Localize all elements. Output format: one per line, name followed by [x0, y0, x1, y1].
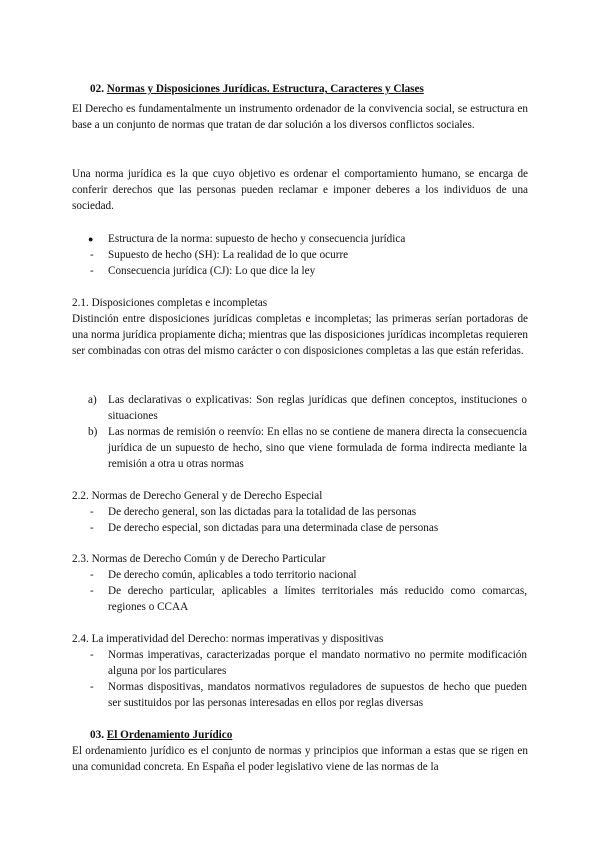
- section-02-title: Normas y Disposiciones Jurídicas. Estructura, Caracteres y Clases: [106, 83, 424, 95]
- list-item: De derecho general, son las dictadas para la totalidad de las personas: [108, 506, 417, 518]
- dash-marker: -: [90, 522, 94, 534]
- section-2-4-heading: 2.4. La imperatividad del Derecho: normas imperativas y dispositivas: [72, 633, 384, 645]
- bullet-dot-icon: ●: [88, 234, 94, 244]
- dash-marker: -: [90, 569, 94, 581]
- dash-marker: -: [90, 265, 94, 277]
- dash-marker: -: [90, 585, 94, 597]
- list-item: Las declarativas o explicativas: Son reglas jurídicas que definen conceptos, instituciones o situaciones: [108, 394, 527, 423]
- section-03-title: El Ordenamiento Jurídico: [106, 729, 233, 741]
- section-03-heading: [90, 727, 232, 743]
- list-item: Normas imperativas, caracterizadas porque el mandato normativo no permite modificación alguna por los particulares: [108, 649, 527, 678]
- list-item: De derecho común, aplicables a todo territorio nacional: [108, 569, 357, 581]
- section-02-paragraph-2: Una norma jurídica es la que cuyo objetivo es ordenar el comportamiento humano, se encarga de conferir derechos que las personas pueden reclamar e imponer deberes a los individuos de una sociedad.: [72, 168, 528, 213]
- list-item: Estructura de la norma: supuesto de hecho y consecuencia jurídica: [108, 233, 406, 245]
- dash-marker: -: [90, 506, 94, 518]
- section-2-1-heading: 2.1. Disposiciones completas e incompletas: [72, 297, 268, 309]
- list-item: Normas dispositivas, mandatos normativos reguladores de supuestos de hecho que pueden ser sustituidos por las personas interesadas en ellos por reglas diversas: [108, 681, 527, 710]
- section-02-heading: [90, 81, 424, 97]
- list-marker: b): [88, 426, 98, 438]
- dash-marker: -: [90, 681, 94, 693]
- section-2-3-heading: 2.3. Normas de Derecho Común y de Derecho Particular: [72, 553, 326, 565]
- dash-marker: -: [90, 649, 94, 661]
- section-2-2-heading: 2.2. Normas de Derecho General y de Derecho Especial: [72, 490, 323, 502]
- list-marker: a): [88, 394, 97, 406]
- list-item: De derecho particular, aplicables a límites territoriales más reducido como comarcas, regiones o CCAA: [108, 585, 527, 614]
- section-02-number: 02.: [90, 83, 104, 95]
- section-03-number: 03.: [90, 729, 104, 741]
- section-02-paragraph-1: El Derecho es fundamentalmente un instrumento ordenador de la convivencia social, se estructura en base a un conjunto de normas que tratan de dar solución a los diversos conflictos sociales.: [72, 103, 528, 132]
- section-2-1-body: Distinción entre disposiciones jurídicas completas e incompletas; las primeras serían portadoras de una norma jurídica propiamente dicha; mientras que las disposiciones jurídicas incompletas requieren ser combinadas con otras del mismo carácter o con disposiciones completas a las que están referidas.: [72, 313, 528, 358]
- list-item: Las normas de remisión o reenvío: En ellas no se contiene de manera directa la consecuencia jurídica de un supuesto de hecho, sino que viene formulada de forma indirecta mediante la remisión a otra u otras normas: [108, 426, 527, 471]
- section-03-body: El ordenamiento jurídico es el conjunto de normas y principios que informan a estas que se rigen en una comunidad concreta. En España el poder legislativo viene de las normas de la: [72, 745, 528, 774]
- list-item: Supuesto de hecho (SH): La realidad de lo que ocurre: [108, 249, 349, 261]
- list-item: Consecuencia jurídica (CJ): Lo que dice la ley: [108, 265, 316, 277]
- list-item: De derecho especial, son dictadas para una determinada clase de personas: [108, 522, 439, 534]
- dash-marker: -: [90, 249, 94, 261]
